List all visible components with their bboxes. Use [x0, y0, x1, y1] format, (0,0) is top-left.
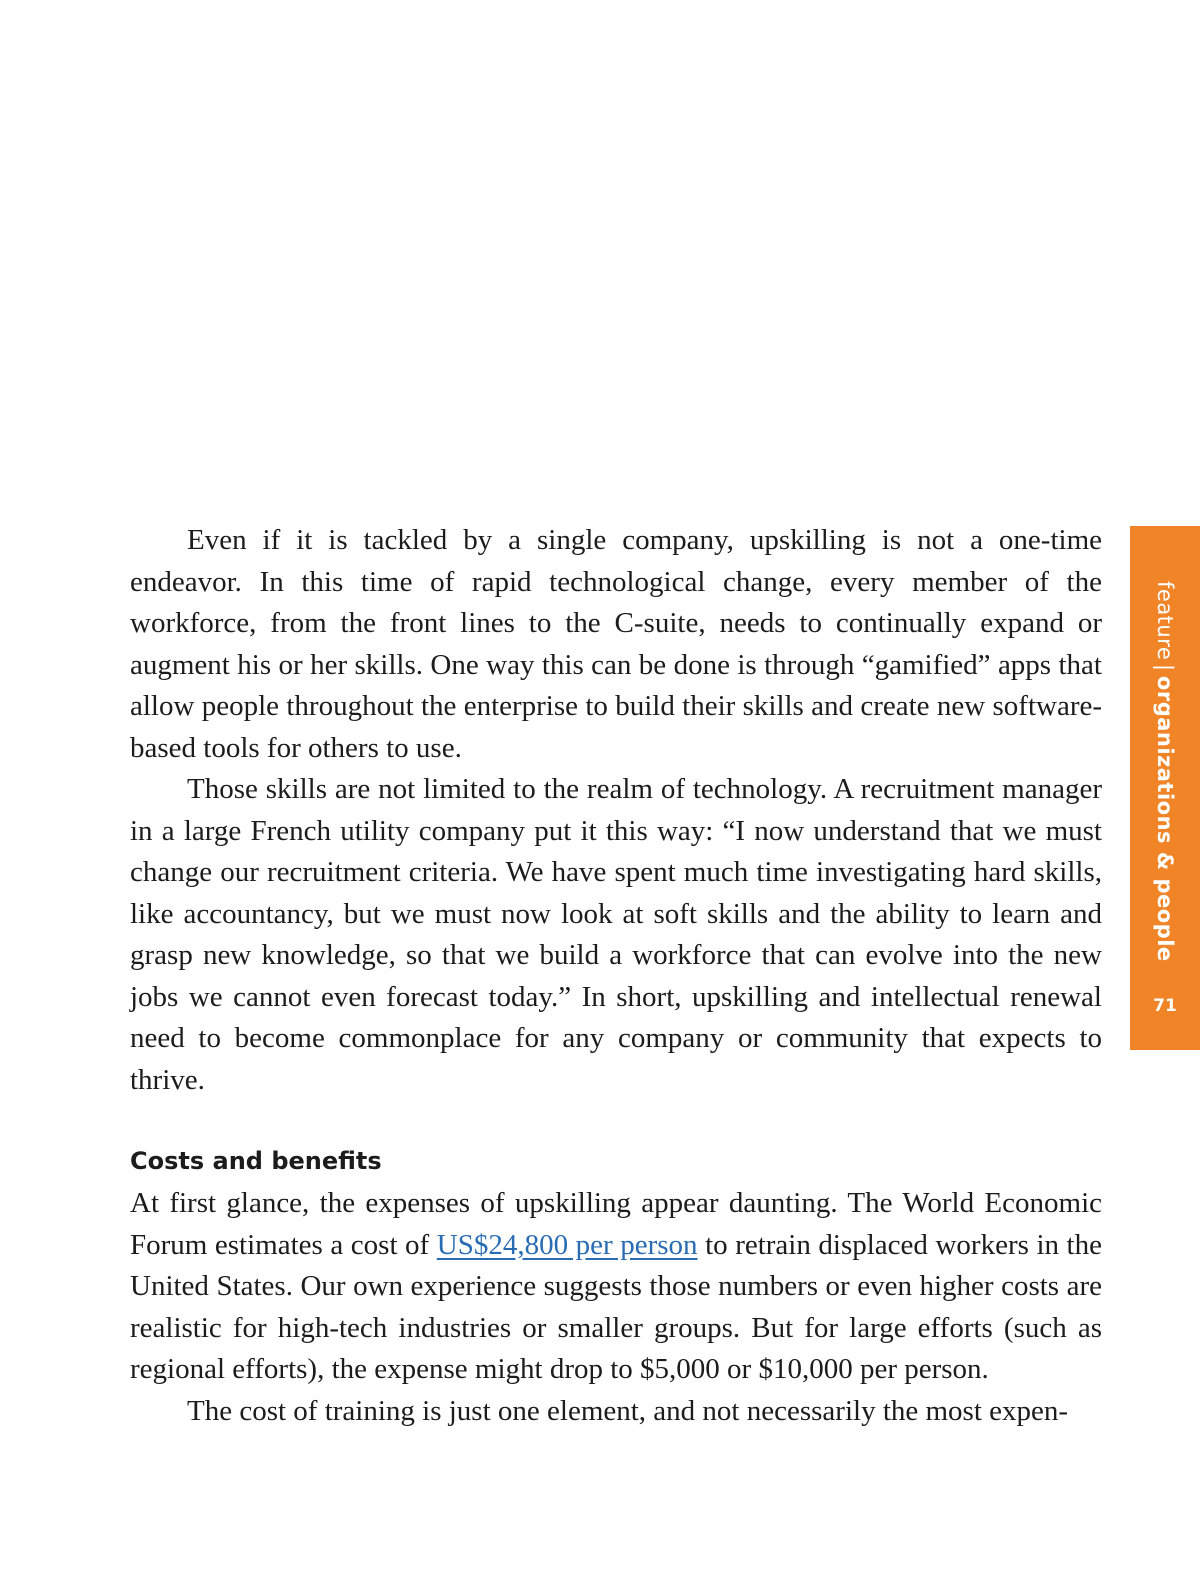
- section-heading-costs-benefits: Costs and benefits: [130, 1147, 382, 1175]
- side-tab-category: organizations & people: [1153, 675, 1177, 962]
- paragraph-recruitment-quote: Those skills are not limited to the realm of technology. A recruitment manager in a large French utility company put it this way: “I now understand that we must change our recruitment criteria. We have spent much time investigating hard skills, like accountancy, but we must now look at soft skills and the ability to learn and grasp new knowledge, so that we build a workforce that can evolve into the new jobs we cannot even forecast today.” In short, upskilling and intellectual renewal need to become commonplace for any company or community that expects to thrive.: [130, 773, 1102, 1096]
- side-tab-separator: |: [1153, 664, 1177, 672]
- paragraph-costs-text-after: to retrain displaced workers in the United States. Our own experience suggests those numbers or even higher costs are realistic for high-tech industries or smaller groups. But for large efforts (such as regional efforts), the expense might drop to $5,000 or $10,000 per person.: [130, 1228, 1102, 1385]
- cost-per-person-link[interactable]: US$24,800 per person: [436, 1228, 698, 1261]
- paragraph-cost-of-training: The cost of training is just one element, and not necessarily the most expen-: [187, 1394, 1069, 1427]
- side-tab-section: feature: [1153, 581, 1177, 661]
- paragraph-costs: [130, 1183, 1102, 1391]
- paragraph-costs-text-before: At first glance, the expenses of upskilling appear daunting. The World Economic Forum estimates a cost of: [130, 1187, 1102, 1261]
- page-number: 71: [1153, 996, 1177, 1016]
- body-text-costs: [130, 1183, 1102, 1432]
- paragraph-upskilling-endeavor: Even if it is tackled by a single company, upskilling is not a one-time endeavor. In this time of rapid technological change, every member of the workforce, from the front lines to the C-suite, needs to continually expand or augment his or her skills. One way this can be done is through “gamified” apps that allow people throughout the enterprise to build their skills and create new software-based tools for others to use.: [130, 524, 1102, 764]
- side-tab-label: [1153, 581, 1177, 962]
- section-side-tab: [1130, 526, 1200, 1050]
- body-text-top: [130, 520, 1102, 1101]
